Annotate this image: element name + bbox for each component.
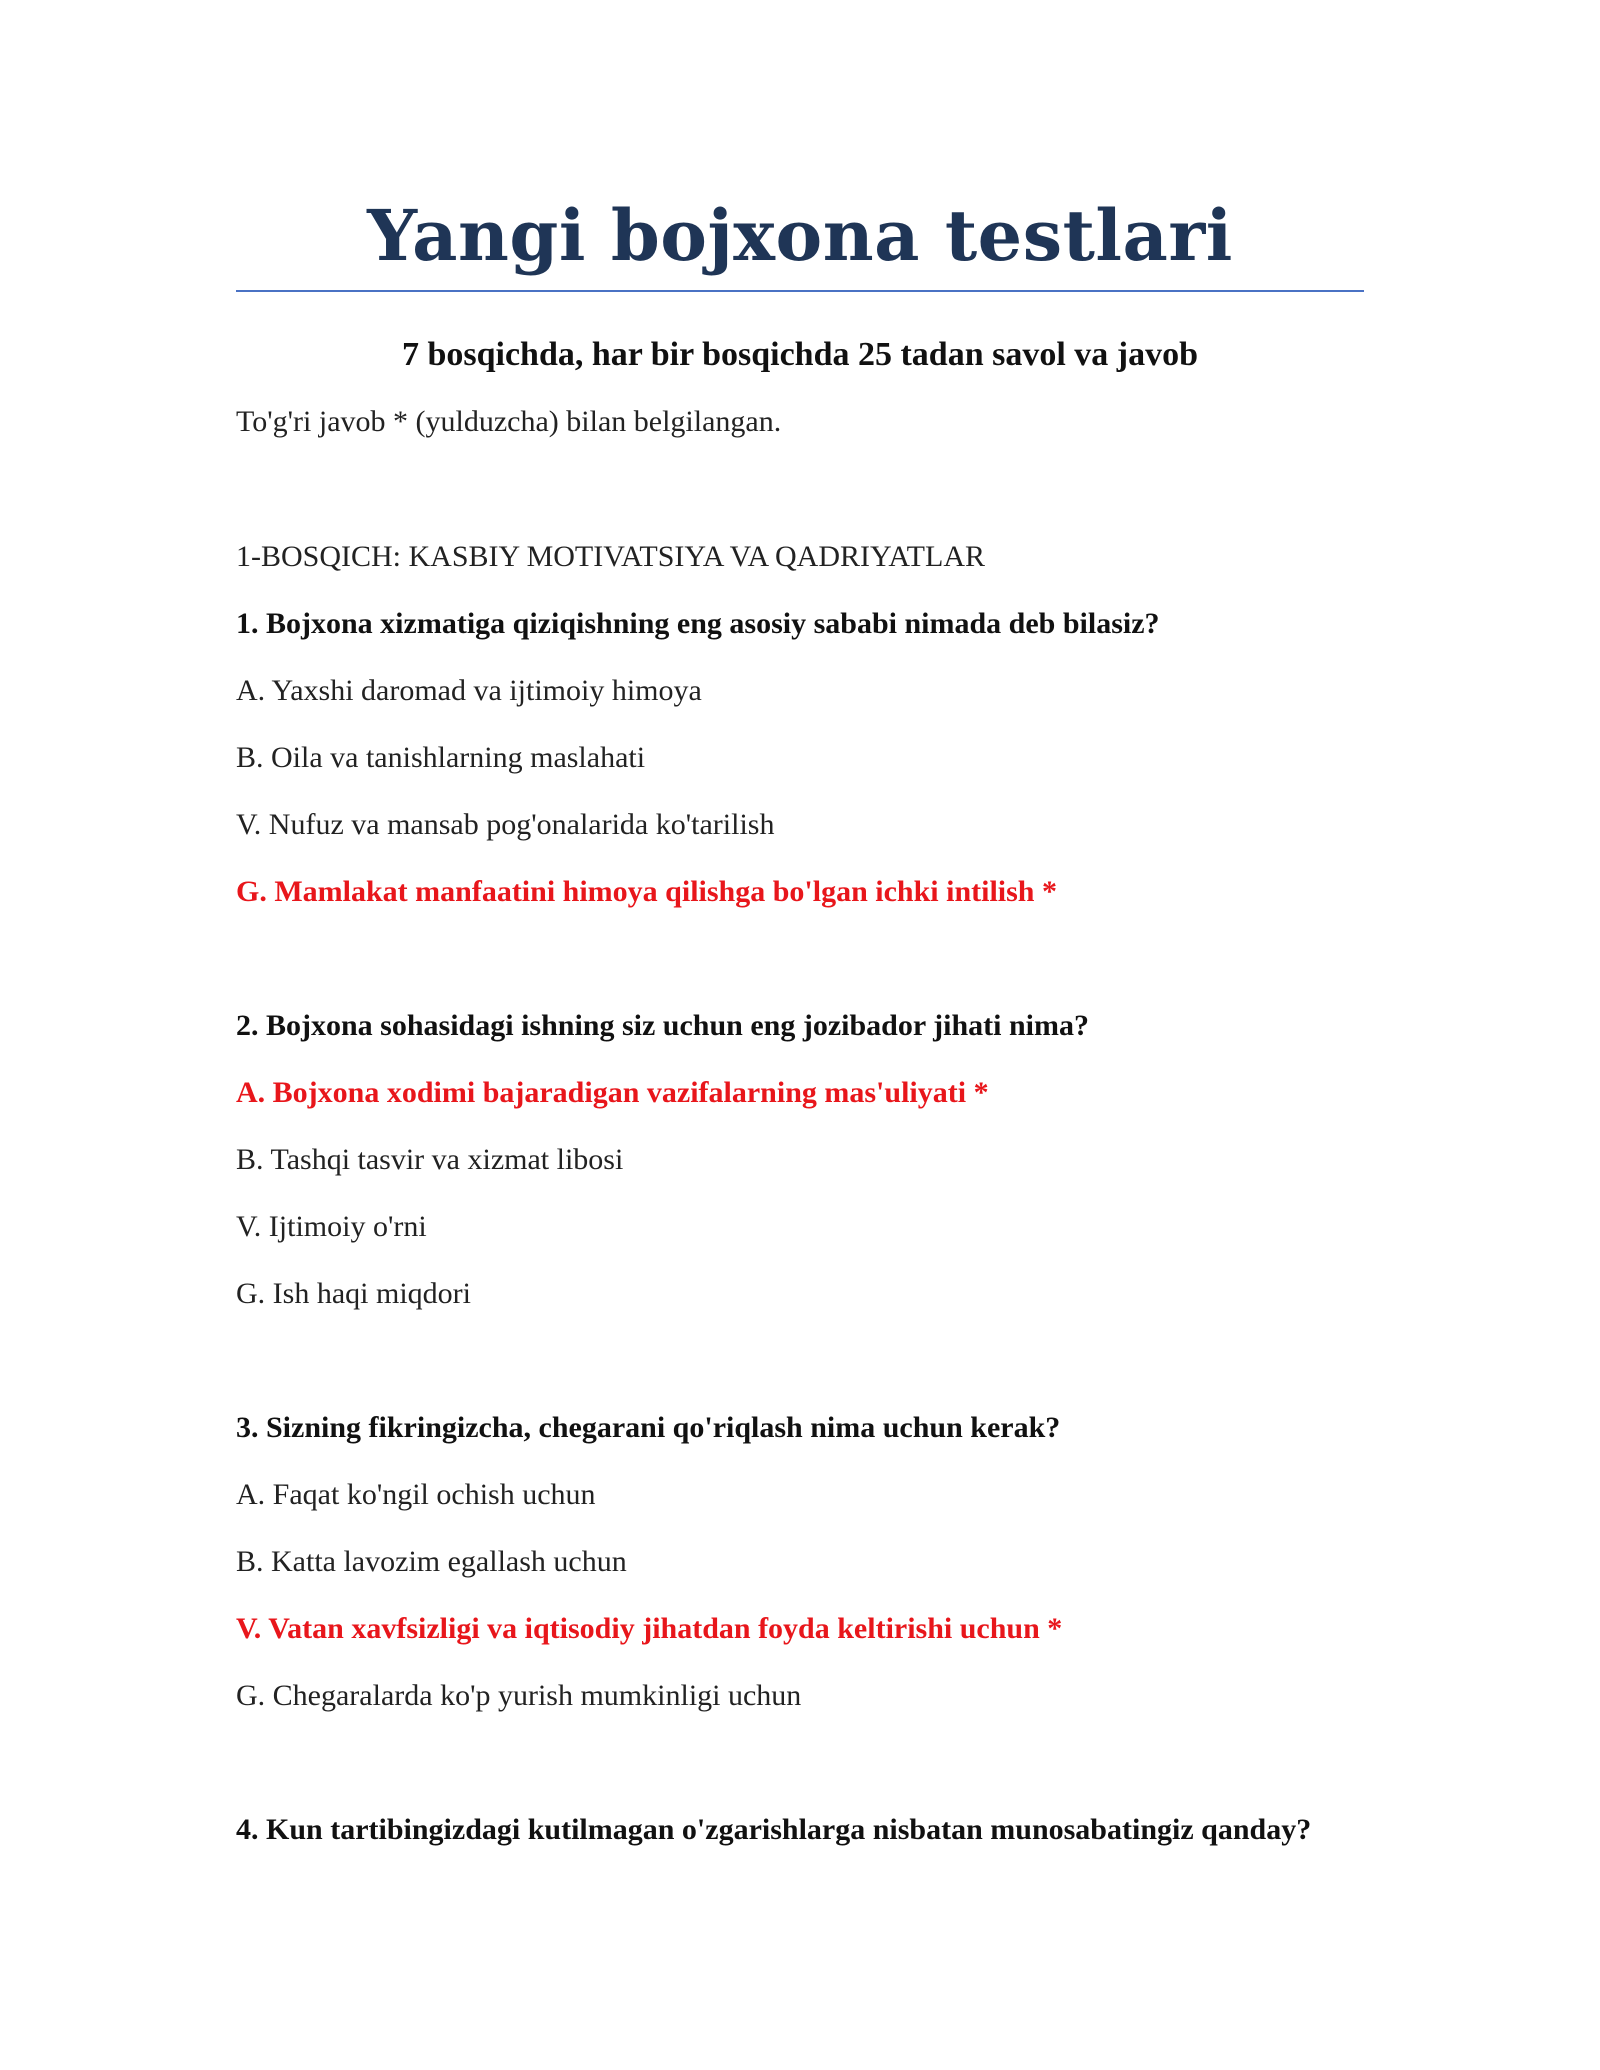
q3-option-v-correct: V. Vatan xavfsizligi va iqtisodiy jihatdan foyda keltirishi uchun * [236, 1612, 1063, 1645]
question-3: 3. Sizning fikringizcha, chegarani qo'riqlash nima uchun kerak? [236, 1411, 1061, 1444]
q1-option-g-correct: G. Mamlakat manfaatini himoya qilishga bo'lgan ichki intilish * [236, 875, 1057, 908]
section-heading: 1-BOSQICH: KASBIY MOTIVATSIYA VA QADRIYATLAR [236, 540, 985, 573]
q3-option-b: B. Katta lavozim egallash uchun [236, 1545, 627, 1578]
q3-option-a: A. Faqat ko'ngil ochish uchun [236, 1478, 596, 1511]
q1-option-a: A. Yaxshi daromad va ijtimoiy himoya [236, 674, 702, 707]
document-subtitle: 7 bosqichda, har bir bosqichda 25 tadan savol va javob [401, 336, 1199, 373]
q3-option-g: G. Chegaralarda ko'p yurish mumkinligi uchun [236, 1679, 802, 1712]
q2-option-g: G. Ish haqi miqdori [236, 1277, 471, 1310]
q2-option-v: V. Ijtimoiy o'rni [236, 1210, 427, 1243]
question-4: 4. Kun tartibingizdagi kutilmagan o'zgarishlarga nisbatan munosabatingiz qanday? [236, 1813, 1312, 1846]
q1-option-b: B. Oila va tanishlarning maslahati [236, 741, 646, 774]
q2-option-a-correct: A. Bojxona xodimi bajaradigan vazifalarning mas'uliyati * [236, 1076, 989, 1109]
document-title: Yangi bojxona testlari [367, 194, 1233, 277]
answer-key-note: To'g'ri javob * (yulduzcha) bilan belgilangan. [236, 405, 782, 438]
question-1: 1. Bojxona xizmatiga qiziqishning eng asosiy sababi nimada deb bilasiz? [236, 607, 1160, 640]
question-2: 2. Bojxona sohasidagi ishning siz uchun eng jozibador jihati nima? [236, 1009, 1089, 1042]
q1-option-v: V. Nufuz va mansab pog'onalarida ko'tarilish [236, 808, 775, 841]
title-underline [236, 290, 1364, 292]
q2-option-b: B. Tashqi tasvir va xizmat libosi [236, 1143, 624, 1176]
